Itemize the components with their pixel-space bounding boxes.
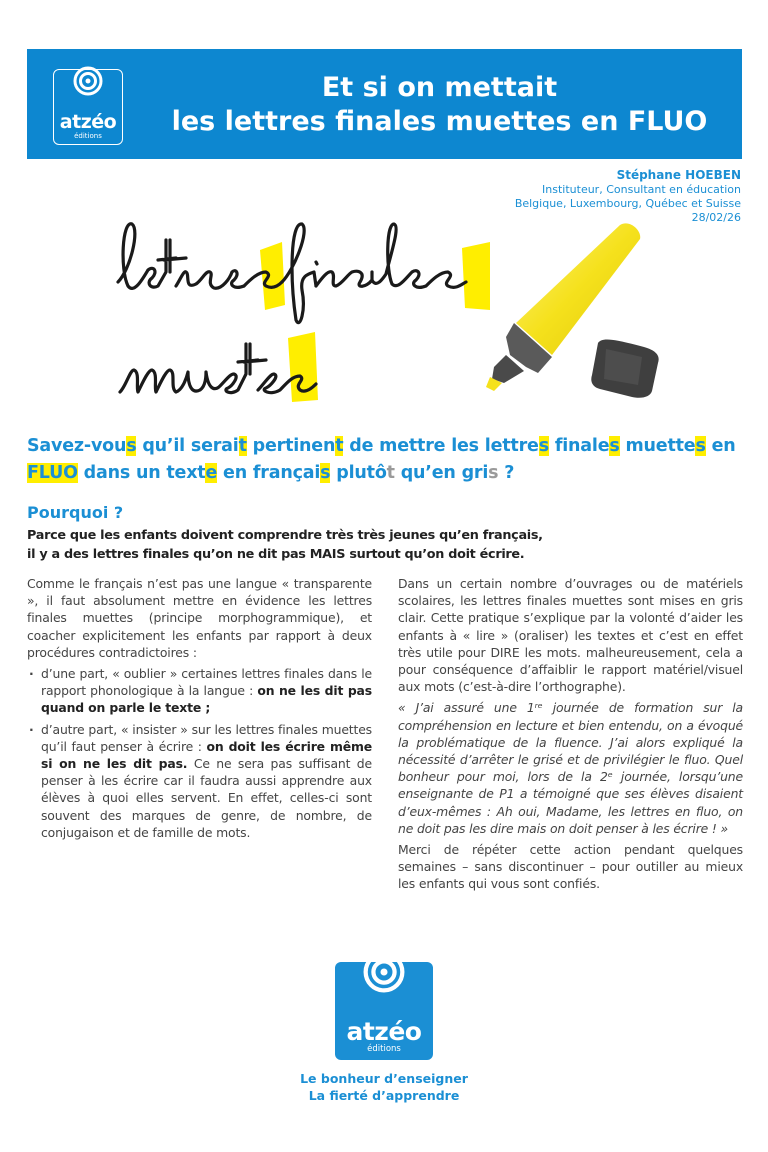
fluo-highlight: t (335, 436, 344, 456)
footer-atzeo-logo (335, 962, 433, 1060)
fluo-highlight: s (609, 436, 620, 456)
cursive-lettering-illustration (110, 210, 490, 410)
fluo-highlight: s (695, 436, 706, 456)
lead-text: finale (548, 436, 610, 456)
atzeo-logo (53, 69, 123, 145)
title-line-1: Et si on mettait (321, 72, 558, 103)
bullet-text: d’autre part, « insister » sur les lettres finales muettes qu’il faut penser à écrire : (41, 721, 372, 754)
procedures-list (27, 665, 372, 841)
fluo-highlight: e (205, 463, 218, 483)
bullet-text: d’une part, « oublier » certaines lettres finales dans le rapport phonologique à la langue : (41, 666, 372, 699)
grey-letter: s (488, 463, 499, 483)
fluo-highlight: FLUO (27, 463, 78, 483)
lead-text: Savez-vou (27, 436, 127, 456)
spiral-icon (360, 948, 408, 996)
page-title (137, 71, 742, 139)
fluo-highlight: s (126, 436, 137, 456)
intro-line-2: il y a des lettres finales qu’on ne dit pas MAIS surtout qu’on doit écrire. (27, 547, 525, 562)
right-column (398, 575, 743, 897)
fluo-highlight: t (238, 436, 247, 456)
spiral-icon (71, 64, 105, 98)
left-paragraph: Comme le français n’est pas une langue « transparente », il faut absolument mettre en évidence les lettres finales muettes (principe morphogrammique), et coacher explicitement les enfants par rapport à deux procédures contradictoires : (27, 576, 372, 660)
publication-date: 28/02/26 (691, 211, 741, 224)
author-role: Instituteur, Consultant en éducation (542, 183, 741, 196)
intro-line-1: Parce que les enfants doivent comprendre très très jeunes qu’en français, (27, 528, 543, 543)
lead-text: qu’en gri (394, 463, 489, 483)
lead-text: en françai (217, 463, 321, 483)
lead-question (27, 433, 747, 487)
fluo-highlight: s (538, 436, 549, 456)
list-item (27, 665, 372, 717)
lead-text: en (705, 436, 736, 456)
lead-text: qu’il serai (136, 436, 239, 456)
fluo-highlight: s (320, 463, 331, 483)
logo-subtitle: éditions (367, 1043, 401, 1054)
bullet-bold-text: on doit les écrire même si on ne les dit pas. (41, 738, 372, 772)
grey-letter: t (386, 463, 395, 483)
list-item (27, 721, 372, 841)
right-paragraph-1: Dans un certain nombre d’ouvrages ou de matériels scolaires, les lettres finales muettes sont mises en gris clair. Cette pratique s’explique par la volonté d’aider les enfants à « lire » (oraliser) les textes et c’est en effet très utile pour DIRE les mots. malheureusement, cela a pour conséquence d’affaiblir le rapport matériel/visuel aux mots (c’est-à-dire l’orthographe). (398, 576, 743, 695)
right-paragraph-2: Merci de répéter cette action pendant quelques semaines – sans discontinuer – pour outiller au mieux les enfants qui vous sont confiés. (398, 842, 743, 892)
tagline-line-2: La fierté d’apprendre (308, 1088, 460, 1103)
testimonial-quote: « J’ai assuré une 1ʳᵉ journée de formation sur la compréhension en lecture et bien entendu, on a évoqué la problématique de la fluence. J’ai alors expliqué la nécessité d’arrêter le grisé et de privilégier le fluo. Quel bonheur pour moi, lors de la 2ᵉ journée, lorsqu’une enseignante de P1 a témoigné que ses élèves disaient d’eux-mêmes : Ah oui, Madame, les lettres en fluo, on ne doit pas les dire mais on doit penser à les écrire ! » (398, 700, 743, 836)
title-line-2: les lettres finales muettes en FLUO (171, 106, 708, 137)
bullet-bold-text: on ne les dit pas quand on parle le texte ; (41, 683, 372, 716)
logo-subtitle: éditions (74, 131, 102, 140)
section-intro (27, 526, 747, 564)
lead-text: ? (498, 463, 515, 483)
logo-wordmark: atzéo (59, 110, 117, 133)
header-banner (27, 49, 742, 159)
author-regions: Belgique, Luxembourg, Québec et Suisse (514, 197, 741, 210)
tagline-line-1: Le bonheur d’enseigner (300, 1071, 468, 1086)
author-name: Stéphane HOEBEN (616, 168, 741, 182)
footer-tagline (250, 1070, 518, 1104)
section-heading-pourquoi: Pourquoi ? (27, 503, 124, 522)
lead-text: plutô (330, 463, 387, 483)
lead-text: pertinen (246, 436, 336, 456)
lead-text: de mettre les lettre (343, 436, 539, 456)
logo-wordmark: atzéo (346, 1016, 422, 1046)
lead-text: muette (619, 436, 696, 456)
bullet-rest-text: Ce ne sera pas suffisant de penser à les écrire car il faudra aussi apprendre aux élèves à quoi elles servent. En effet, celles-ci sont souvent des marques de genre, de nombre, de conjugaison et de famille de mots. (41, 756, 372, 840)
lead-text: dans un text (77, 463, 206, 483)
highlighter-pen-illustration (480, 215, 710, 415)
left-column (27, 575, 372, 845)
